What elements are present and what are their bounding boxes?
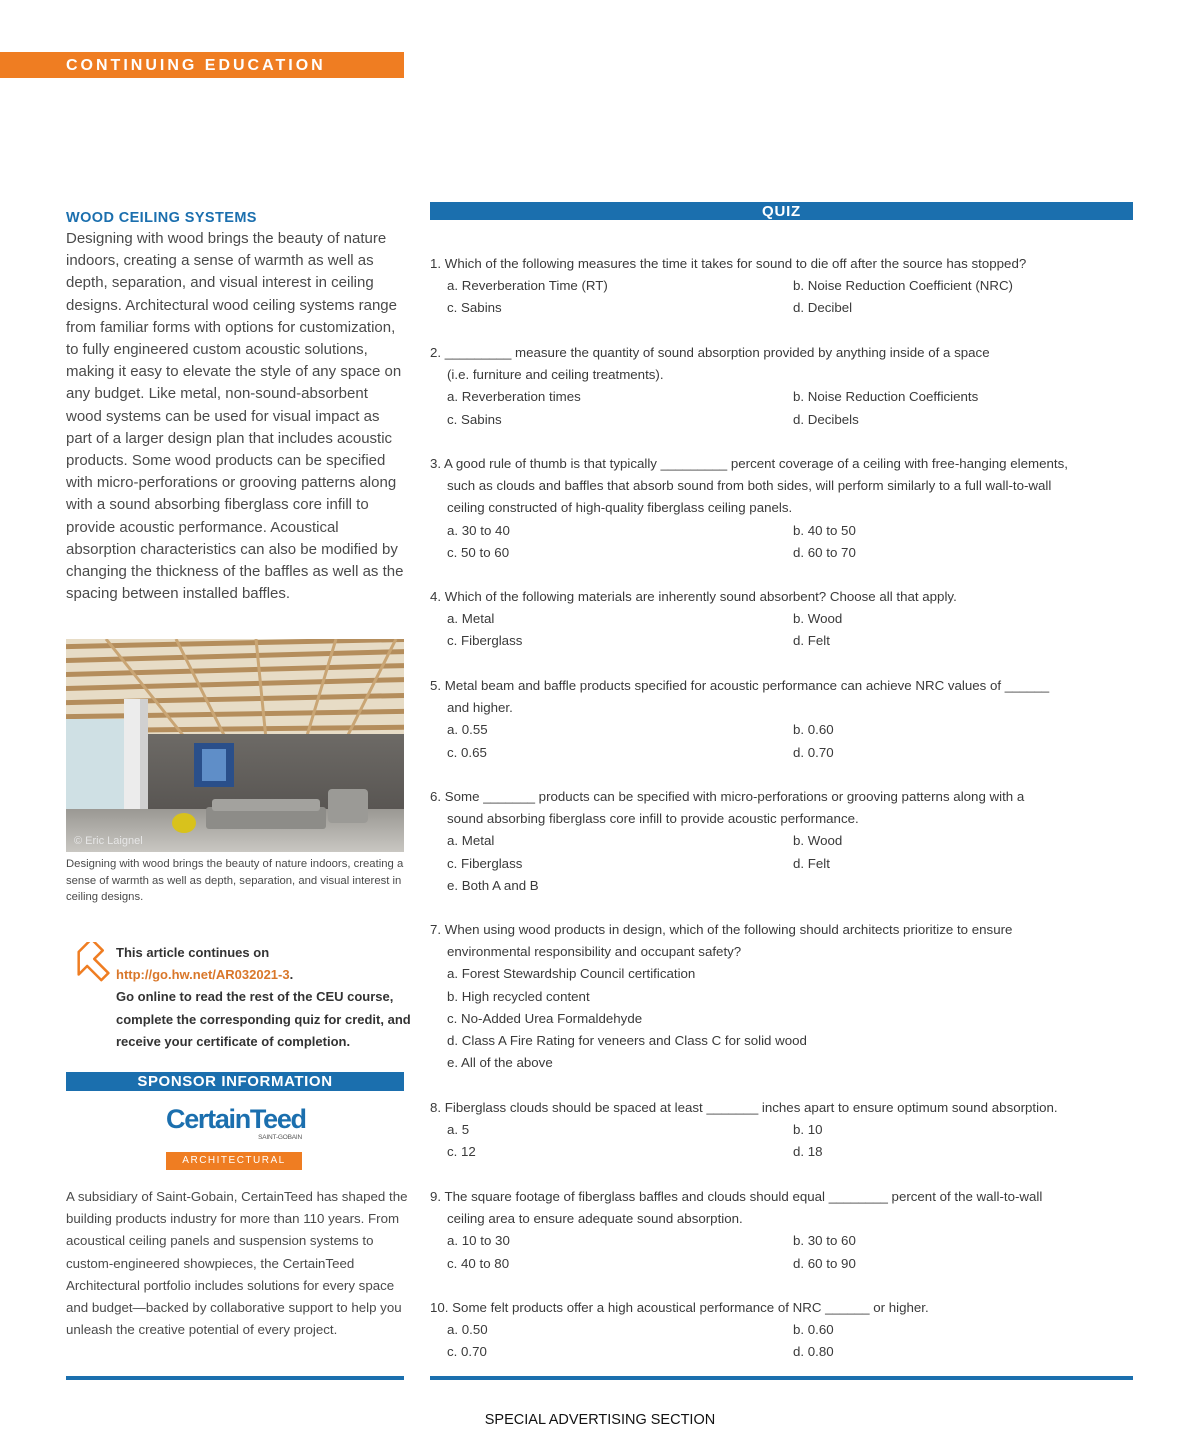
option-a: a. 0.50 bbox=[447, 1322, 488, 1338]
question-text: 5. Metal beam and baffle products specified for acoustic performance can achieve NRC values of ______ bbox=[430, 678, 1050, 693]
option-d: d. 60 to 70 bbox=[793, 544, 856, 560]
option-a: a. Metal bbox=[447, 611, 495, 627]
option-e: e. Both A and B bbox=[447, 877, 539, 893]
answer-options bbox=[430, 1319, 1150, 1363]
photo-credit: © Eric Laignel bbox=[74, 835, 143, 847]
sponsor-title: SPONSOR INFORMATION bbox=[66, 1072, 404, 1091]
option-a: a. Metal bbox=[447, 833, 495, 849]
answer-options bbox=[430, 1119, 1150, 1163]
option-c: c. 40 to 80 bbox=[447, 1255, 510, 1271]
option-d: d. 18 bbox=[793, 1144, 823, 1160]
option-d: d. Class A Fire Rating for veneers and Class C for solid wood bbox=[447, 1033, 807, 1049]
option-b: b. Noise Reduction Coefficients bbox=[793, 389, 979, 405]
left-bottom-rule bbox=[66, 1376, 404, 1380]
question-text-cont: and higher. bbox=[447, 700, 513, 716]
option-c: c. Fiberglass bbox=[447, 855, 523, 871]
option-b: b. High recycled content bbox=[447, 988, 590, 1004]
option-d: d. Felt bbox=[793, 855, 830, 871]
option-c: c. 50 to 60 bbox=[447, 544, 510, 560]
option-c: c. Fiberglass bbox=[447, 633, 523, 649]
logo-wordmark: CertainTeed bbox=[166, 1104, 306, 1134]
answer-options bbox=[430, 608, 1150, 652]
ceiling-photo bbox=[66, 639, 404, 852]
quiz-title: QUIZ bbox=[430, 202, 1133, 220]
option-d: d. 0.80 bbox=[793, 1344, 834, 1360]
option-d: d. Felt bbox=[793, 633, 830, 649]
question-text: 3. A good rule of thumb is that typically _________ percent coverage of a ceiling with free-hanging elements, bbox=[430, 456, 1068, 471]
answer-options bbox=[430, 520, 1150, 564]
answer-options bbox=[430, 275, 1150, 319]
continue-url-row bbox=[116, 964, 416, 986]
sponsor-text: A subsidiary of Saint-Gobain, CertainTeed has shaped the building products industry for more than 110 years. From acoustical ceiling panels and suspension systems to custom-engineered showpieces, the CertainTeed Architectural portfolio includes solutions for every space and budget—backed by collaborative support to help you unleash the creative potential of every project. bbox=[66, 1189, 408, 1338]
quiz-question-5 bbox=[430, 675, 1150, 764]
option-d: d. Decibel bbox=[793, 300, 853, 316]
option-b: b. 0.60 bbox=[793, 722, 834, 738]
option-c: c. No-Added Urea Formaldehyde bbox=[447, 1010, 643, 1026]
answer-options bbox=[430, 719, 1150, 763]
wood-ceiling-section bbox=[66, 208, 406, 605]
quiz-question-7 bbox=[430, 919, 1150, 1074]
option-b: b. 40 to 50 bbox=[793, 522, 856, 538]
continue-url-link[interactable]: http://go.hw.net/AR032021-3 bbox=[116, 967, 290, 983]
question-text: 9. The square footage of fiberglass baffles and clouds should equal ________ percent of the wall-to-wall bbox=[430, 1189, 1043, 1204]
question-text-cont: ceiling constructed of high-quality fiberglass ceiling panels. bbox=[447, 500, 793, 516]
option-a: a. Forest Stewardship Council certification bbox=[447, 966, 696, 982]
question-text-cont: (i.e. furniture and ceiling treatments). bbox=[447, 367, 664, 383]
option-b: b. Wood bbox=[793, 611, 843, 627]
option-c: c. Sabins bbox=[447, 300, 502, 316]
question-text: 8. Fiberglass clouds should be spaced at least _______ inches apart to ensure optimum sound absorption. bbox=[430, 1100, 1058, 1115]
question-text-cont: environmental responsibility and occupant safety? bbox=[447, 944, 742, 960]
question-text-cont: sound absorbing fiberglass core infill to provide acoustic performance. bbox=[447, 811, 859, 827]
option-c: c. 0.65 bbox=[447, 744, 487, 760]
continue-url-suffix: . bbox=[289, 967, 294, 983]
option-c: c. Sabins bbox=[447, 411, 502, 427]
quiz-question-6 bbox=[430, 786, 1150, 897]
option-a: a. 0.55 bbox=[447, 722, 488, 738]
option-a: a. 10 to 30 bbox=[447, 1233, 510, 1249]
quiz-question-10 bbox=[430, 1297, 1150, 1364]
option-d: d. 60 to 90 bbox=[793, 1255, 856, 1271]
option-d: d. 0.70 bbox=[793, 744, 834, 760]
answer-options bbox=[430, 830, 1150, 874]
question-text-cont: such as clouds and baffles that absorb sound from both sides, will perform similarly to a full wall-to-wall bbox=[447, 478, 1052, 494]
option-b: b. 10 bbox=[793, 1122, 823, 1138]
option-e: e. All of the above bbox=[447, 1055, 553, 1071]
option-d: d. Decibels bbox=[793, 411, 859, 427]
quiz-question-1 bbox=[430, 253, 1150, 320]
answer-options bbox=[430, 386, 1150, 430]
option-a: a. 30 to 40 bbox=[447, 522, 510, 538]
question-text: 6. Some _______ products can be specified with micro-perforations or grooving patterns along with a bbox=[430, 789, 1025, 804]
option-b: b. 0.60 bbox=[793, 1322, 834, 1338]
question-text: 2. _________ measure the quantity of sound absorption provided by anything inside of a space bbox=[430, 345, 990, 360]
continue-instructions: Go online to read the rest of the CEU course, complete the corresponding quiz for credit, and receive your certificate of completion. bbox=[116, 989, 411, 1049]
logo-architectural-badge: ARCHITECTURAL bbox=[166, 1152, 302, 1170]
question-text: 4. Which of the following materials are inherently sound absorbent? Choose all that apply. bbox=[430, 589, 957, 604]
logo-subtitle: SAINT-GOBAIN bbox=[258, 1134, 302, 1141]
quiz-question-2 bbox=[430, 342, 1150, 431]
question-text: 1. Which of the following measures the time it takes for sound to die off after the source has stopped? bbox=[430, 256, 1027, 271]
option-b: b. Noise Reduction Coefficient (NRC) bbox=[793, 278, 1013, 294]
option-c: c. 12 bbox=[447, 1144, 476, 1160]
option-b: b. 30 to 60 bbox=[793, 1233, 856, 1249]
right-bottom-rule bbox=[430, 1376, 1133, 1380]
option-a: a. 5 bbox=[447, 1122, 470, 1138]
quiz-question-8 bbox=[430, 1097, 1150, 1164]
wood-heading: WOOD CEILING SYSTEMS bbox=[66, 210, 257, 226]
wood-ceiling-image bbox=[66, 639, 404, 852]
continue-arrow-icon bbox=[68, 942, 112, 990]
quiz-question-3 bbox=[430, 453, 1150, 564]
option-a: a. Reverberation times bbox=[447, 389, 581, 405]
continue-line1: This article continues on bbox=[116, 945, 270, 960]
continue-online-box bbox=[116, 942, 416, 1053]
question-text: 10. Some felt products offer a high acoustical performance of NRC ______ or higher. bbox=[430, 1300, 929, 1315]
quiz-question-9 bbox=[430, 1186, 1150, 1275]
answer-options bbox=[430, 1230, 1150, 1274]
photo-caption: Designing with wood brings the beauty of nature indoors, creating a sense of warmth as well as depth, separation, and visual interest in ceiling designs. bbox=[66, 858, 404, 904]
wood-body: Designing with wood brings the beauty of nature indoors, creating a sense of warmth as well as depth, separation, and visual interest in ceiling designs. Architectural wood ceiling systems range from familiar forms with options for customization, to fully engineered custom acoustic solutions, making it easy to elevate the style of any space on any budget. Like metal, non-sound-absorbent wood systems can be used for visual impact as part of a larger design plan that includes acoustic products. Some wood products can be specified with micro-perforations or grooving patterns along with a sound absorbing fiberglass core infill to provide acoustic performance. Acoustical absorption characteristics can also be modified by changing the thickness of the baffles as well as the spacing between installed baffles. bbox=[66, 230, 404, 603]
quiz-question-4 bbox=[430, 586, 1150, 653]
section-banner: CONTINUING EDUCATION bbox=[0, 52, 404, 78]
question-text-cont: ceiling area to ensure adequate sound absorption. bbox=[447, 1211, 743, 1227]
option-c: c. 0.70 bbox=[447, 1344, 487, 1360]
footer-label: SPECIAL ADVERTISING SECTION bbox=[484, 1412, 716, 1428]
option-b: b. Wood bbox=[793, 833, 843, 849]
option-a: a. Reverberation Time (RT) bbox=[447, 278, 608, 294]
question-text: 7. When using wood products in design, which of the following should architects prioritize to ensure bbox=[430, 922, 1013, 937]
certainteed-logo bbox=[166, 1104, 306, 1172]
